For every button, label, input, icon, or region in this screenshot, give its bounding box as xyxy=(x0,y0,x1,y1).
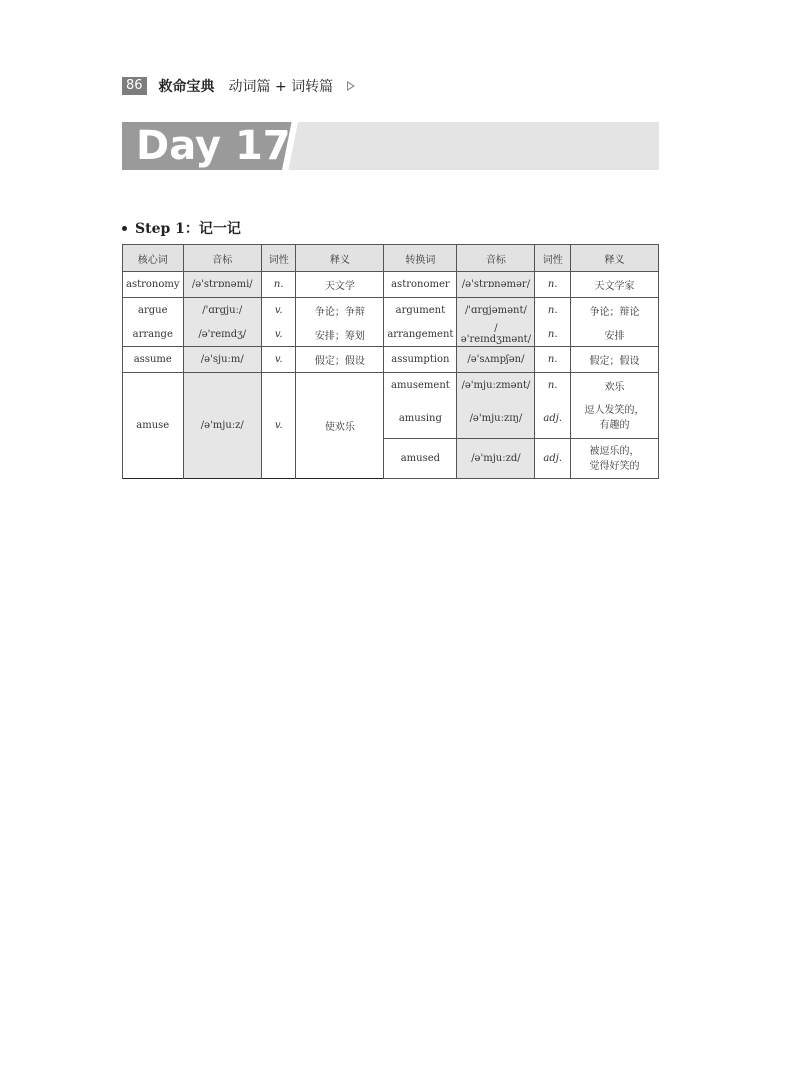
step-heading xyxy=(122,218,241,238)
conv-meaning: 安排 xyxy=(571,322,659,347)
col-header: 核心词 xyxy=(123,245,184,272)
col-header: 音标 xyxy=(183,245,262,272)
core-phonetic: /ə'reɪndʒ/ xyxy=(183,322,262,347)
conv-pos: n. xyxy=(535,322,571,347)
vocab-table xyxy=(122,244,659,479)
conv-pos: adj. xyxy=(535,399,571,439)
table-row xyxy=(123,298,659,323)
core-phonetic: /ə'mjuːz/ xyxy=(183,373,262,479)
table-header-row xyxy=(123,245,659,272)
conv-word: amusing xyxy=(384,399,457,439)
col-header: 音标 xyxy=(457,245,535,272)
conv-word: arrangement xyxy=(384,322,457,347)
table-row xyxy=(123,373,659,399)
core-meaning: 安排；筹划 xyxy=(296,322,384,347)
conv-word: astronomer xyxy=(384,272,457,298)
conv-word: argument xyxy=(384,298,457,323)
conv-pos: n. xyxy=(535,373,571,399)
conv-meaning: 欢乐 xyxy=(571,373,659,399)
core-word: argue xyxy=(123,298,184,323)
conv-meaning-line: 有趣的 xyxy=(599,420,630,432)
conv-phonetic: /ə'strɒnəmər/ xyxy=(457,272,535,298)
conv-word: assumption xyxy=(384,347,457,373)
col-header: 释义 xyxy=(296,245,384,272)
conv-meaning: 假定；假设 xyxy=(571,347,659,373)
day-title: Day 17 xyxy=(136,123,291,169)
core-phonetic: /ə'sjuːm/ xyxy=(183,347,262,373)
core-pos: v. xyxy=(262,347,296,373)
day-banner xyxy=(122,122,659,170)
table-row xyxy=(123,272,659,298)
core-pos: v. xyxy=(262,373,296,479)
core-pos: n. xyxy=(262,272,296,298)
col-header: 释义 xyxy=(571,245,659,272)
conv-meaning xyxy=(571,399,659,439)
core-word: amuse xyxy=(123,373,184,479)
core-meaning: 天文学 xyxy=(296,272,384,298)
core-meaning: 使欢乐 xyxy=(296,373,384,479)
step-label: Step 1：记一记 xyxy=(135,221,241,237)
book-title: 救命宝典 xyxy=(158,79,215,95)
conv-phonetic: /ə'mjuːzmənt/ xyxy=(457,373,535,399)
conv-phonetic: /'ɑrgjəmənt/ xyxy=(457,298,535,323)
core-word: assume xyxy=(123,347,184,373)
conv-word: amusement xyxy=(384,373,457,399)
section-title: 动词篇 + 词转篇 xyxy=(228,79,334,95)
conv-phonetic: /ə'sʌmpʃən/ xyxy=(457,347,535,373)
conv-meaning-line: 被逗乐的， xyxy=(589,445,640,457)
conv-meaning-line: 觉得好笑的 xyxy=(589,460,640,472)
page-number: 86 xyxy=(122,77,147,95)
play-outline-icon xyxy=(347,81,355,91)
conv-pos: n. xyxy=(535,347,571,373)
core-pos: v. xyxy=(262,322,296,347)
table-row xyxy=(123,347,659,373)
conv-pos: adj. xyxy=(535,439,571,479)
bullet-icon xyxy=(122,226,127,231)
conv-meaning xyxy=(571,439,659,479)
col-header: 词性 xyxy=(262,245,296,272)
core-pos: v. xyxy=(262,298,296,323)
table-row xyxy=(123,322,659,347)
conv-phonetic: /ə'mjuːzd/ xyxy=(457,439,535,479)
core-word: astronomy xyxy=(123,272,184,298)
conv-word: amused xyxy=(384,439,457,479)
col-header: 转换词 xyxy=(384,245,457,272)
core-meaning: 假定；假设 xyxy=(296,347,384,373)
page-header xyxy=(122,76,355,96)
core-phonetic: /'ɑrgjuː/ xyxy=(183,298,262,323)
conv-pos: n. xyxy=(535,298,571,323)
col-header: 词性 xyxy=(535,245,571,272)
conv-phonetic: /ə'reɪndʒmənt/ xyxy=(457,322,535,347)
conv-meaning-line: 逗人发笑的， xyxy=(584,405,645,417)
core-word: arrange xyxy=(123,322,184,347)
conv-pos: n. xyxy=(535,272,571,298)
core-phonetic: /ə'strɒnəmi/ xyxy=(183,272,262,298)
conv-phonetic: /ə'mjuːzɪŋ/ xyxy=(457,399,535,439)
core-meaning: 争论；争辩 xyxy=(296,298,384,323)
conv-meaning: 争论；辩论 xyxy=(571,298,659,323)
conv-meaning: 天文学家 xyxy=(571,272,659,298)
